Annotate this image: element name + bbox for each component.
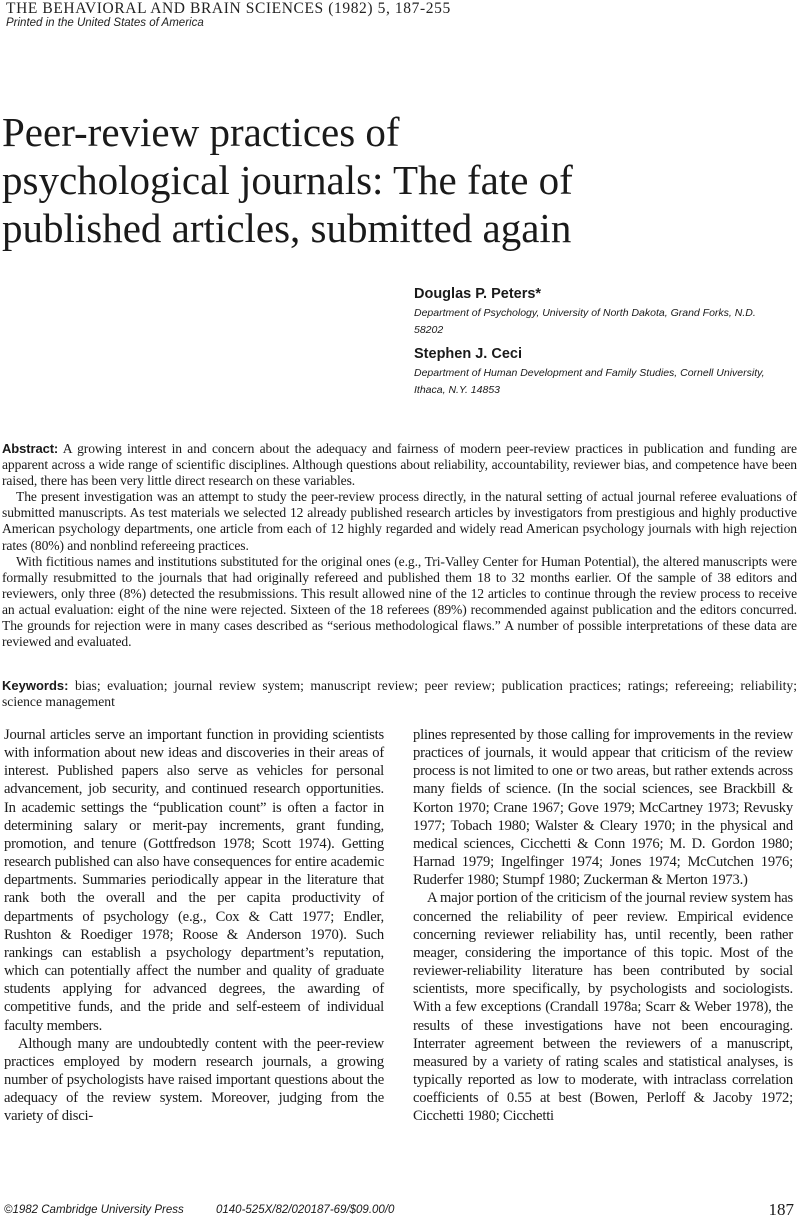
title-line-3: published articles, submitted again — [2, 205, 572, 251]
author-name: Douglas P. Peters* — [414, 286, 542, 302]
keywords — [2, 678, 797, 710]
issn-code: 0140-525X/82/020187-69/$09.00/0 — [216, 1204, 395, 1216]
author-block-2 — [414, 346, 794, 399]
author-affiliation — [414, 305, 794, 339]
body-paragraph: Journal articles serve an important function in providing scientists with information about new ideas and discoveries in their areas of interest. Published papers also serve as vehicles for personal advancement, job security, and continued research opportunities. In academic settings the “publication count” is often a factor in determining salary or merit-pay increments, grant funding, promotion, and tenure (Gottfredson 1978; Scott 1974). Getting research published can also have consequences for entire academic departments. Summaries periodically appear in the literature that rank both the overall and the per capita productivity of departments of psychology (e.g., Cox & Catt 1977; Endler, Rushton & Roediger 1978; Roose & Anderson 1970). Such rankings can establish a psychology department’s reputation, which can potentially affect the number and quality of graduate students applying for advanced degrees, the awarding of competitive funds, and the pride and self-esteem of individual faculty members. — [4, 727, 384, 1034]
printed-in-note: Printed in the United States of America — [6, 17, 204, 29]
abstract-paragraph-1 — [2, 441, 797, 489]
body-paragraph: plines represented by those calling for improvements in the review practices of journals, it would appear that criticism of the review process is not limited to one or two areas, but rather extends across many fields of science. (In the social sciences, see Brackbill & Korton 1970; Crane 1967; Gove 1979; McCartney 1973; Revusky 1977; Tobach 1980; Walster & Cleary 1970; in the physical and medical sciences, Cicchetti & Conn 1976; M. D. Gordon 1980; Harnad 1979; Ingelfinger 1974; Jones 1974; McCutchen 1976; Ruderfer 1980; Stumpf 1980; Zuckerman & Merton 1973.) — [413, 727, 793, 889]
author-affiliation — [414, 365, 794, 399]
abstract-paragraph-3: With fictitious names and institutions substituted for the original ones (e.g., Tri-Valley Center for Human Potential), the altered manuscripts were formally resubmitted to the journals that had originally refereed and published them 18 to 32 months earlier. Of the sample of 38 editors and reviewers, only three (8%) detected the resubmissions. This result allowed nine of the 12 articles to continue through the review process to receive an actual evaluation: eight of the nine were rejected. Sixteen of the 18 referees (89%) recommended against publication and the editors concurred. The grounds for rejection were in many cases described as “serious methodological flaws.” A number of possible interpretations of these data are reviewed and evaluated. — [2, 553, 797, 650]
article-title — [2, 108, 782, 252]
title-line-2: psychological journals: The fate of — [2, 157, 573, 203]
author-block-1 — [414, 286, 794, 339]
title-line-1: Peer-review practices of — [2, 109, 400, 155]
body-column-right — [413, 726, 793, 1125]
page-footer — [4, 1200, 794, 1222]
abstract-text: A growing interest in and concern about the adequacy and fairness of modern peer-review practices in publication and funding are apparent across a wide range of scientific disciplines. Although questions about reliability, accountability, reviewer bias, and competence have been raised, there has been very little direct research on these variables. — [2, 441, 797, 489]
affiliation-line: Department of Human Development and Family Studies, Cornell University, — [414, 367, 765, 379]
abstract-label: Abstract: — [2, 441, 59, 456]
page-number: 187 — [768, 1200, 794, 1219]
keywords-label: Keywords: — [2, 678, 69, 693]
body-paragraph: A major portion of the criticism of the journal review system has concerned the reliability of peer review. Empirical evidence concerning reviewer reliability has, until recently, been rather meager, considering the importance of this topic. Most of the reviewer-reliability literature has been contributed by social scientists, more specifically, by psychologists and sociologists. With a few exceptions (Crandall 1978a; Scarr & Weber 1978), the results of these investigations have not been encouraging. Interrater agreement between the reviewers of a manuscript, measured by a variety of rating scales and statistical analyses, is typically reported as low to moderate, with intraclass correlation coefficients of 0.55 at best (Bowen, Perloff & Jacoby 1972; Cicchetti 1980; Cicchetti — [413, 890, 793, 1125]
affiliation-line: Department of Psychology, University of North Dakota, Grand Forks, N.D. — [414, 307, 756, 319]
affiliation-line: 58202 — [414, 324, 444, 336]
body-paragraph: Although many are undoubtedly content with the peer-review practices employed by modern research journals, a growing number of psychologists have raised important questions about the adequacy of the review system. Moreover, judging from the variety of disci- — [4, 1035, 384, 1125]
author-name: Stephen J. Ceci — [414, 346, 522, 362]
journal-header: THE BEHAVIORAL AND BRAIN SCIENCES (1982) 5, 187-255 — [6, 0, 451, 17]
copyright-notice: ©1982 Cambridge University Press — [4, 1204, 184, 1216]
keywords-text: bias; evaluation; journal review system; manuscript review; peer review; publication practices; ratings; refereeing; reliability; science management — [2, 678, 798, 710]
body-column-left — [4, 726, 384, 1125]
abstract — [2, 441, 797, 650]
abstract-paragraph-2: The present investigation was an attempt to study the peer-review process directly, in the natural setting of actual journal referee evaluations of submitted manuscripts. As test materials we selected 12 already published research articles by investigators from prestigious and highly productive American psychology departments, one article from each of 12 highly regarded and widely read American psychology journals with high rejection rates (80%) and nonblind refereeing practices. — [2, 489, 797, 553]
affiliation-line: Ithaca, N.Y. 14853 — [414, 384, 501, 396]
